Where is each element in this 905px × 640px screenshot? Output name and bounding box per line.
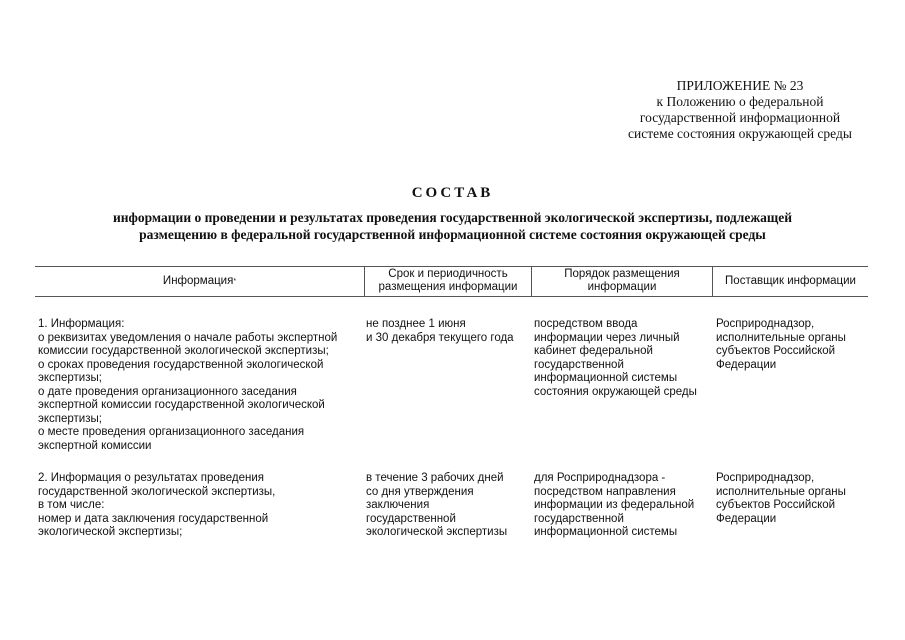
row-2-supplier-line: Росприроднадзор, (716, 472, 815, 484)
row-2-period-line: со дня утверждения (366, 485, 474, 498)
row-2-info-line: 2. Информация о результатах проведения (38, 472, 264, 484)
document-subtitle (40, 209, 865, 243)
header-period-line-1: Срок и периодичность (388, 268, 508, 280)
document-title: СОСТАВ (411, 185, 494, 201)
row-1-info-line: 1. Информация: (38, 318, 125, 330)
row-1-supplier (716, 318, 846, 372)
row-2-order-line: посредством направления (534, 485, 676, 498)
row-2-period-line: в течение 3 рабочих дней (366, 472, 504, 484)
header-order-line-1: Порядок размещения (564, 268, 680, 280)
header-order-line-2: информации (587, 281, 657, 293)
row-2-order-line: информационной системы (534, 526, 678, 538)
header-supplier (713, 266, 868, 296)
header-period (365, 266, 531, 296)
row-1-info-line: о реквизитах уведомления о начале работы экспертной (38, 331, 338, 344)
subtitle-line-1: информации о проведении и результатах проведения государственной экологической экспертизы, подлежащей (112, 210, 793, 225)
row-1-info-line: экспертной комиссии (38, 439, 152, 452)
row-2-period-line: государственной (366, 512, 456, 525)
header-info (35, 266, 364, 296)
appendix-number: ПРИЛОЖЕНИЕ № 23 (676, 78, 804, 93)
row-2-order (534, 472, 694, 540)
row-1-supplier-line: Федерации (716, 358, 777, 371)
row-2-supplier (716, 472, 846, 526)
subtitle-line-2: размещению в федеральной государственной информационной системе состояния окружающей среды (139, 227, 766, 242)
row-1-info-line: комиссии государственной экологической экспертизы; (38, 345, 329, 357)
row-1-order-line: посредством ввода (534, 318, 638, 330)
header-period-line-2: размещения информации (378, 281, 518, 293)
row-1-period-line: и 30 декабря текущего года (366, 331, 514, 344)
header-order (532, 266, 712, 296)
row-1-order-line: государственной (534, 358, 624, 371)
row-1-period (366, 318, 514, 345)
row-2-supplier-line: исполнительные органы (716, 485, 846, 498)
row-1-period-line: не позднее 1 июня (366, 318, 466, 330)
row-1-order-line: кабинет федеральной (534, 345, 653, 357)
row-1-order-line: информационной системы (534, 372, 678, 384)
header-supplier-label: Поставщик информации (725, 274, 856, 287)
footnote-mark: * (233, 277, 237, 285)
row-1-order-line: состояния окружающей среды (534, 385, 697, 398)
appendix-ref-line-2: государственной информационной (639, 110, 841, 125)
appendix-ref-line-1: к Положению о федеральной (656, 94, 824, 109)
row-1-supplier-line: субъектов Российской (716, 345, 836, 357)
row-2-supplier-line: субъектов Российской (716, 499, 836, 511)
row-2-order-line: для Росприроднадзора - (534, 472, 666, 484)
header-info-label: Информация (162, 274, 234, 287)
row-1-info (38, 318, 337, 453)
row-1-info-line: о сроках проведения государственной экологической (38, 358, 324, 371)
row-2-order-line: информации из федеральной (534, 499, 695, 511)
table-header-rule (35, 296, 868, 297)
row-2-period (366, 472, 507, 540)
row-1-order (534, 318, 697, 399)
row-2-info-line: государственной экологической экспертизы, (38, 485, 276, 498)
appendix-heading (575, 78, 905, 142)
row-2-info-line: экологической экспертизы; (38, 526, 183, 538)
row-2-period-line: экологической экспертизы (366, 526, 508, 538)
row-2-info-line: в том числе: (38, 499, 105, 511)
row-1-info-line: о дате проведения организационного заседания (38, 385, 297, 398)
row-2-order-line: государственной (534, 512, 624, 525)
row-1-supplier-line: Росприроднадзор, (716, 318, 815, 330)
row-1-info-line: экспертизы; (38, 372, 102, 384)
row-2-info (38, 472, 275, 540)
row-2-info-line: номер и дата заключения государственной (38, 512, 269, 525)
row-1-info-line: экспертной комиссии государственной экологической (38, 399, 325, 411)
row-1-order-line: информации через личный (534, 331, 680, 344)
row-1-info-line: о месте проведения организационного заседания (38, 426, 305, 438)
row-2-supplier-line: Федерации (716, 512, 777, 525)
row-1-info-line: экспертизы; (38, 412, 102, 425)
row-1-supplier-line: исполнительные органы (716, 331, 846, 344)
row-2-period-line: заключения (366, 499, 430, 511)
appendix-ref-line-3: системе состояния окружающей среды (628, 126, 852, 141)
